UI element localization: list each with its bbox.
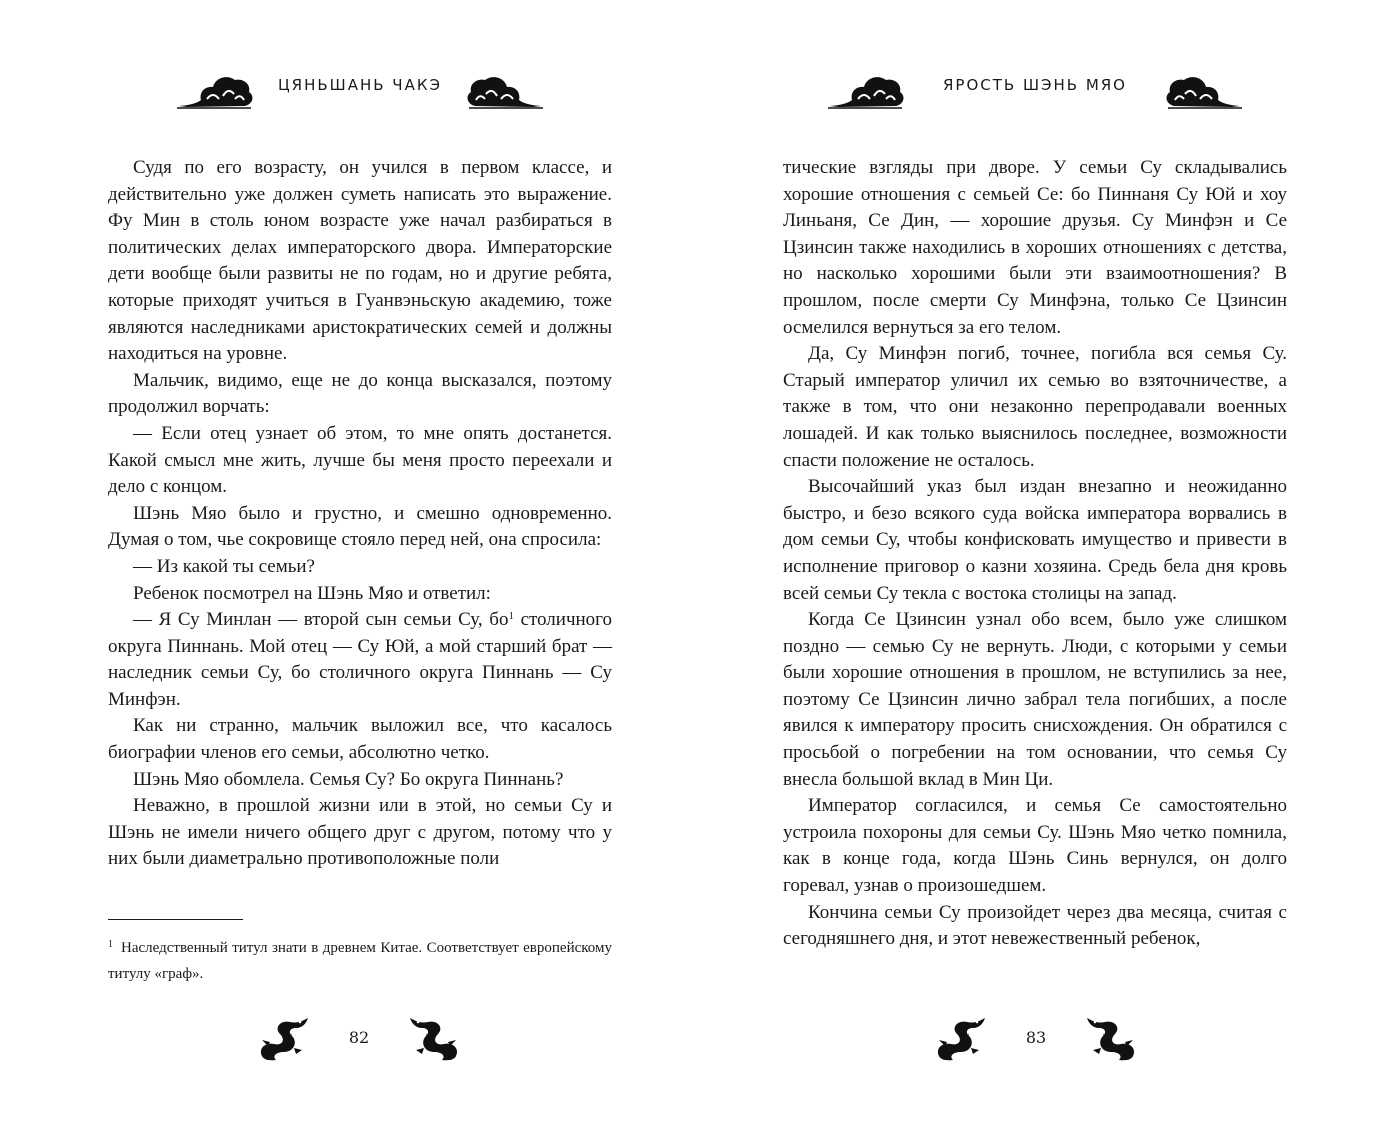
paragraph: Судя по его возрасту, он учился в первом классе, и действительно уже должен суметь написать это выражение. Фу Мин в столь юном возрасте уже начал разбираться в политических делах императорского двора. Императорские дети вообще были развиты не по годам, но и другие ребята, которые приходят учиться в Гуанвэньскую академию, тоже являются наследниками аристократических семей и должны находиться на уровне. (108, 157, 612, 365)
footnote-text: Наследственный титул знати в древнем Китае. Соответствует европейскому титулу «граф». (108, 940, 612, 982)
footnote-number: 1 (108, 939, 113, 950)
paragraph: Как ни странно, мальчик выложил все, что касалось биографии членов его семьи, абсолютно четко. (108, 715, 612, 764)
folio-left (254, 1016, 464, 1062)
body-text-right (783, 155, 1287, 953)
page-number: 82 (348, 1028, 370, 1047)
paragraph: Высочайший указ был издан внезапно и неожиданно быстро, и безо всякого суда войска императора ворвались в дом семьи Су, чтобы конфисковать имущество и привести в исполнение приговор о казни хозяина. Средь бела дня кровь всей семьи Су текла с востока столицы на запад. (783, 476, 1287, 604)
paragraph: Когда Се Цзинсин узнал обо всем, было уже слишком поздно — семью Су не вернуть. Люди, с которыми у семьи были хорошие отношения в прошлом, не вступились за нее, поэтому Се Цзинсин лично забрал тела погибших, а после явился к императору просить снисхождения. Он обратился с просьбой о погребении на том основании, что семья Су внесла большой вклад в Мин Ци. (783, 609, 1287, 790)
paragraph: — Из какой ты семьи? (133, 555, 315, 577)
paragraph: тические взгляды при дворе. У семьи Су складывались хорошие отношения с семьей Се: бо Пиннаня Су Юй и хоу Линьаня, Се Дин, — хорошие друзья. Су Минфэн и Се Цзинсин также находились в хороших отношениях с детства, но насколько хорошими были эти взаимоотношения? В прошлом, после смерти Су Минфэна, только Се Цзинсин осмелился вернуться за его телом. (783, 157, 1287, 338)
running-header-title: ЦЯНЬШАНЬ ЧАКЭ (278, 76, 442, 94)
paragraph: Кончина семьи Су произойдет через два месяца, считая с сегодняшнего дня, и этот невежественный ребенок, (783, 901, 1287, 950)
paragraph: Да, Су Минфэн погиб, точнее, погибла вся семья Су. Старый император уличил их семью во взяточничестве, а также в том, что они незаконно перепродавали военных лошадей. И как только выяснилось последнее, возможности спасти положение не осталось. (783, 343, 1287, 471)
footnote-ref[interactable]: 1 (508, 610, 514, 623)
paragraph: — Я Су Минлан — второй сын семьи Су, $бо^1$ столичного округа Пиннань. Мой отец — Су Юй, а мой старший брат — наследник семьи Су, бо столичного округа Пиннань — Су Минфэн. (108, 609, 612, 710)
paragraph: Ребенок посмотрел на Шэнь Мяо и ответил: (133, 582, 491, 604)
right-page (697, 0, 1394, 1125)
paragraph: — Если отец узнает об этом, то мне опять достанется. Какой смысл мне жить, лучше бы меня просто переехали и дело с концом. (108, 422, 612, 498)
running-header-title: ЯРОСТЬ ШЭНЬ МЯО (943, 76, 1127, 94)
cloud-ornament-icon (464, 72, 544, 112)
footnote (108, 932, 612, 987)
cloud-ornament-icon (1163, 72, 1243, 112)
footnote-divider (108, 919, 243, 920)
paragraph: Шэнь Мяо было и грустно, и смешно одновременно. Думая о том, чье сокровище стояло перед ней, она спросила: (108, 502, 612, 551)
dragon-ornament-icon (408, 1016, 464, 1062)
paragraph: Император согласился, и семья Се самостоятельно устроила похороны для семьи Су. Шэнь Мяо четко помнила, как в конце года, когда Шэнь Синь вернулся, он долго горевал, узнав о произошедшем. (783, 795, 1287, 897)
page-number: 83 (1025, 1028, 1047, 1047)
body-text-left (108, 155, 612, 873)
folio-right (931, 1016, 1141, 1062)
paragraph: Неважно, в прошлой жизни или в этой, но семьи Су и Шэнь не имели ничего общего друг с другом, потому что у них были диаметрально противоположные поли (108, 795, 612, 870)
paragraph: Шэнь Мяо обомлела. Семья Су? Бо округа Пиннань? (133, 768, 564, 790)
paragraph: Мальчик, видимо, еще не до конца высказался, поэтому продолжил ворчать: (108, 369, 612, 418)
running-header-left (176, 66, 544, 112)
dragon-ornament-icon (1085, 1016, 1141, 1062)
running-header-right (827, 66, 1243, 112)
